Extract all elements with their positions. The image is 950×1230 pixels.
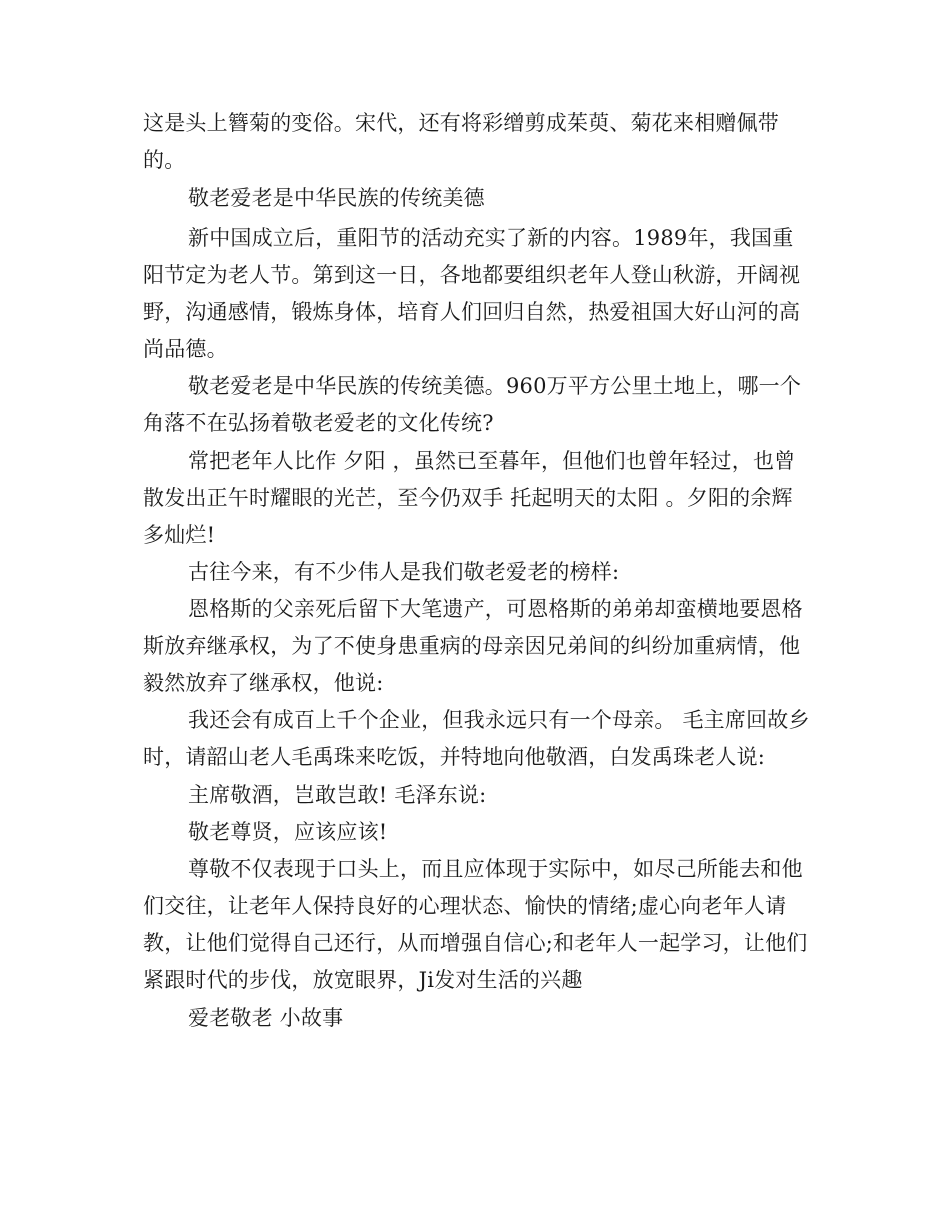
paragraph-4: 敬老爱老是中华民族的传统美德。960万平方公里土地上，哪一个角落不在弘扬着敬老爱老的文化传统? xyxy=(143,374,802,435)
paragraph-2: 敬老爱老是中华民族的传统美德 xyxy=(188,186,485,210)
paragraph-7: 恩格斯的父亲死后留下大笔遗产，可恩格斯的弟弟却蛮横地要恩格斯放弃继承权，为了不使身患重病的母亲因兄弟间的纠纷加重病情，他毅然放弃了继承权，他说: xyxy=(143,597,803,695)
paragraph-10: 敬老尊贤，应该应该! xyxy=(188,820,388,844)
paragraph-12: 爱老敬老 小故事 xyxy=(188,1006,344,1030)
paragraph-9: 主席敬酒，岂敢岂敢! 毛泽东说: xyxy=(188,783,487,807)
paragraph-6: 古往今来，有不少伟人是我们敬老爱老的榜样: xyxy=(188,560,620,584)
paragraph-5: 常把老年人比作 夕阳 ，虽然已至暮年，但他们也曾年轻过，也曾散发出正午时耀眼的光芒，至今仍双手 托起明天的太阳 。夕阳的余辉多灿烂! xyxy=(143,449,796,547)
paragraph-3: 新中国成立后，重阳节的活动充实了新的内容。1989年，我国重阳节定为老人节。第到这一日，各地都要组织老年人登山秋游，开阔视野，沟通感情，锻炼身体，培育人们回归自然，热爱祖国大好山河的高尚品德。 xyxy=(143,226,801,361)
paragraph-1: 这是头上簪菊的变俗。宋代，还有将彩缯剪成茱萸、菊花来相赠佩带的。 xyxy=(143,111,779,172)
paragraph-8: 我还会有成百上千个企业，但我永远只有一个母亲。 毛主席回故乡时，请韶山老人毛禹珠来吃饭，并特地向他敬酒，白发禹珠老人说: xyxy=(143,708,810,769)
paragraph-11: 尊敬不仅表现于口头上，而且应体现于实际中，如尽己所能去和他们交往，让老年人保持良好的心理状态、愉快的情绪;虚心向老年人请教，让他们觉得自己还行，从而增强自信心;和老年人一起学习，让他们紧跟时代的步伐，放宽眼界，Ji发对生活的兴趣 xyxy=(143,857,808,992)
